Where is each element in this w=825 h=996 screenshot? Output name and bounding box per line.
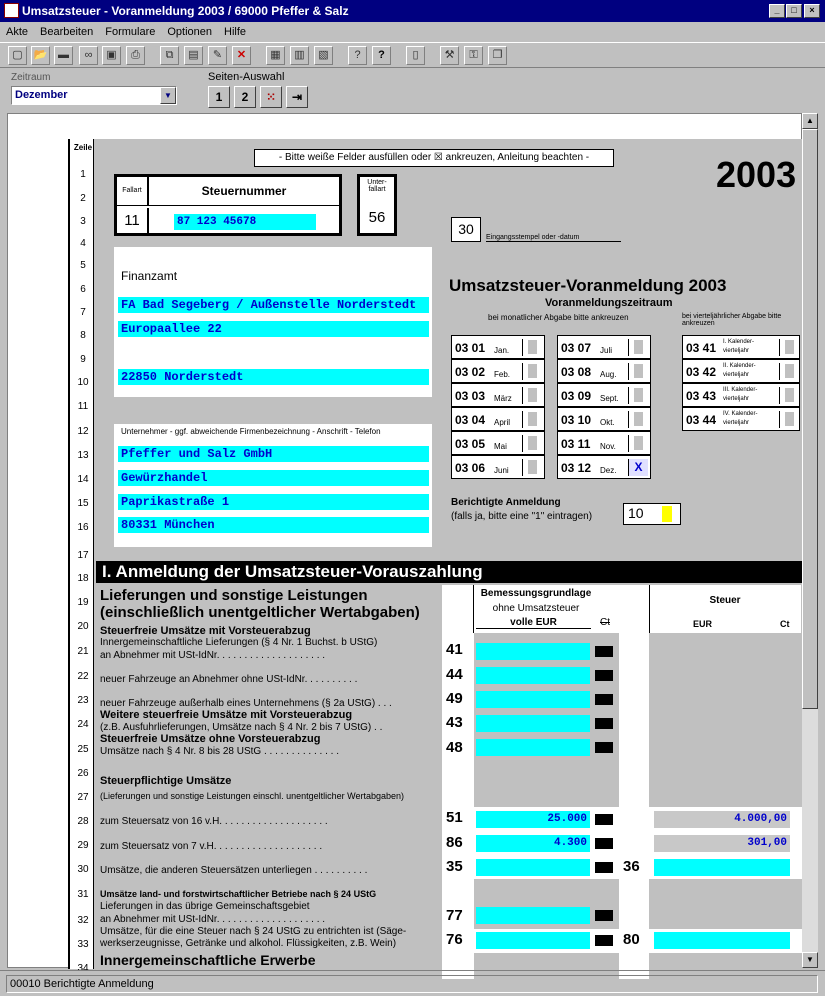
ct-76 (595, 935, 613, 946)
seiten-auswahl-label: Seiten-Auswahl (208, 71, 285, 83)
zeile-number: 20 (77, 621, 89, 632)
field-76[interactable] (476, 932, 590, 949)
field-86[interactable]: 4.300 (476, 835, 590, 852)
month-cell (557, 335, 651, 359)
code-51: 51 (446, 809, 463, 826)
window-icon[interactable]: ▯ (406, 46, 425, 65)
code-column-2 (619, 585, 649, 979)
month-cell (451, 359, 545, 383)
new-icon[interactable]: ▢ (8, 46, 27, 65)
row22-text: neuer Fahrzeuge an Abnehmer ohne USt-IdNr. . . . . . . . . . (100, 674, 358, 685)
quarter-code: 03 42 (686, 365, 717, 379)
month-name: Okt. (600, 418, 615, 427)
month-cell (557, 359, 651, 383)
zeile-number: 3 (80, 216, 86, 227)
zeile-number: 12 (77, 426, 89, 437)
field-43[interactable] (476, 715, 590, 732)
zeile-number: 1 (80, 169, 86, 180)
zeitraum-label: Zeitraum (11, 72, 51, 83)
row21-text: an Abnehmer mit USt-IdNr. . . . . . . . . . . . . . . . . . . . (100, 650, 326, 661)
code-35: 35 (446, 858, 463, 875)
zeile-number: 4 (80, 238, 86, 249)
row21a-text: Innergemeinschaftliche Lieferungen (§ 4 Nr. 1 Buchst. b UStG) (100, 637, 378, 648)
month-name: Aug. (600, 370, 617, 379)
stpfl-title: Steuerpflichtige Umsätze (100, 775, 232, 787)
finanzamt-line1[interactable]: FA Bad Segeberg / Außenstelle Norderstedt (118, 297, 429, 313)
copy-icon[interactable]: ⧉ (160, 46, 179, 65)
chevron-down-icon[interactable]: ▼ (160, 87, 176, 104)
app-icon (4, 3, 19, 18)
zeile-number: 28 (77, 816, 89, 827)
binoculars-icon[interactable]: ∞ (79, 46, 98, 65)
ct-51 (595, 814, 613, 825)
code-86: 86 (446, 834, 463, 851)
save-icon[interactable]: ▣ (102, 46, 121, 65)
field-35[interactable] (476, 859, 590, 876)
berichtigt-label: Berichtigte Anmeldung (451, 497, 561, 508)
zeile-number: 27 (77, 792, 89, 803)
month-code: 03 06 (455, 461, 486, 475)
quarter-code: 03 43 (686, 389, 717, 403)
help-icon[interactable]: ? (372, 46, 391, 65)
quarter-name: IV. Kalender-vierteljahr (723, 411, 758, 426)
row25-text: Umsätze nach § 4 Nr. 8 bis 28 UStG . . . . . . . . . . . . . . (100, 746, 339, 757)
quarter-cell (682, 335, 800, 359)
berichtigt-code: 10 (628, 505, 644, 521)
fallart-value[interactable]: 11 (117, 208, 149, 234)
zeile-number: 17 (77, 550, 89, 561)
quarter-checkbox[interactable] (779, 363, 799, 380)
steuer-eur-label: EUR (693, 619, 713, 629)
steuer-header (649, 585, 801, 633)
row25-heading: Steuerfreie Umsätze ohne Vorsteuerabzug (100, 733, 321, 745)
zeile-number: 23 (77, 695, 89, 706)
bem-label: Bemessungsgrundlage (480, 588, 592, 599)
quarter-cell (682, 383, 800, 407)
row32-text: an Abnehmer mit USt-IdNr. . . . . . . . . . . . . . . . . . . . (100, 914, 326, 925)
zeitraum-title: Voranmeldungszeitraum (545, 297, 673, 309)
close-button[interactable]: × (804, 4, 820, 18)
status-text: 00010 Berichtigte Anmeldung (6, 975, 818, 993)
unternehmer-line4[interactable]: 80331 München (118, 517, 429, 533)
scroll-up-button[interactable]: ▲ (802, 113, 818, 129)
field-44[interactable] (476, 667, 590, 684)
lief-title: Lieferungen und sonstige Leistungen (100, 587, 368, 604)
month-name: Mai (494, 442, 507, 451)
code-44: 44 (446, 666, 463, 683)
month-name: Sept. (600, 394, 619, 403)
month-checkbox[interactable] (522, 411, 542, 428)
row32a-text: Lieferungen in das übrige Gemeinschaftsgebiet (100, 901, 310, 912)
eingang-code: 30 (451, 217, 481, 242)
zeile-header: Zeile (73, 143, 93, 152)
scroll-down-button[interactable]: ▼ (802, 952, 818, 968)
zeile-number: 13 (77, 450, 89, 461)
month-name: Juni (494, 466, 509, 475)
ct-44 (595, 670, 613, 681)
field-41[interactable] (476, 643, 590, 660)
delete-icon[interactable]: ✕ (232, 46, 251, 65)
field-51[interactable]: 25.000 (476, 811, 590, 828)
quarter-checkbox[interactable] (779, 339, 799, 356)
open-folder-icon[interactable]: 📂 (31, 46, 50, 65)
month-checkbox[interactable] (522, 339, 542, 356)
menu-formulare[interactable]: Formulare (105, 26, 156, 38)
hint-banner: - Bitte weiße Felder ausfüllen oder ☒ ankreuzen, Anleitung beachten - (254, 149, 614, 167)
steuer-36[interactable] (654, 859, 790, 876)
window-title: Umsatzsteuer - Voranmeldung 2003 / 69000 Pfeffer & Salz (0, 0, 825, 22)
unterfallart-label: Unter-fallart (367, 179, 387, 193)
month-checkbox[interactable] (628, 435, 648, 452)
ct-35 (595, 862, 613, 873)
month-cell (451, 335, 545, 359)
ct-43 (595, 718, 613, 729)
section-header: I. Anmeldung der Umsatzsteuer-Vorauszahlung (96, 561, 803, 583)
zeile-number: 9 (80, 354, 86, 365)
menu-bar (0, 22, 825, 42)
code-49: 49 (446, 690, 463, 707)
unternehmer-line1[interactable]: Pfeffer und Salz GmbH (118, 446, 429, 462)
ct-48 (595, 742, 613, 753)
paste-icon[interactable]: ▤ (184, 46, 203, 65)
unterfallart-value[interactable]: 56 (368, 209, 386, 226)
notes-icon[interactable]: ▧ (314, 46, 333, 65)
page-1-button[interactable]: 1 (208, 86, 230, 108)
zeile-number: 26 (77, 768, 89, 779)
steuer-label: Steuer (709, 595, 741, 606)
code-41: 41 (446, 641, 463, 658)
ct-86 (595, 838, 613, 849)
form-sheet (68, 139, 803, 979)
berichtigt-hint: (falls ja, bitte eine "1" eintragen) (451, 511, 593, 522)
zeile-number: 11 (77, 401, 89, 412)
quarter-code: 03 41 (686, 341, 717, 355)
scroll-thumb[interactable] (802, 129, 818, 709)
form-title: Umsatzsteuer-Voranmeldung 2003 (449, 276, 727, 295)
code-36: 36 (623, 858, 640, 875)
row31-heading: Umsätze land- und forstwirtschaftlicher Betriebe nach § 24 UStG (100, 889, 377, 899)
month-name: Juli (600, 346, 613, 355)
steuer-51: 4.000,00 (654, 811, 790, 828)
quarter-name: III. Kalender-vierteljahr (723, 387, 758, 402)
folder-icon[interactable]: ▬ (54, 46, 73, 65)
code-77: 77 (446, 907, 463, 924)
field-49[interactable] (476, 691, 590, 708)
quarter-checkbox[interactable] (779, 387, 799, 404)
zeile-number: 18 (77, 573, 89, 584)
month-code: 03 05 (455, 437, 486, 451)
berichtigt-field[interactable] (662, 506, 672, 522)
month-cell (557, 431, 651, 455)
finanzamt-line2[interactable]: Europaallee 22 (118, 321, 429, 337)
unternehmer-line2[interactable]: Gewürzhandel (118, 470, 429, 486)
field-48[interactable] (476, 739, 590, 756)
context-help-icon[interactable]: ? (348, 46, 367, 65)
month-code: 03 01 (455, 341, 486, 355)
code-76: 76 (446, 931, 463, 948)
quarter-name: II. Kalender-vierteljahr (723, 363, 756, 378)
bem-sub: ohne Umsatzsteuer (492, 603, 580, 614)
zeile-number: 33 (77, 939, 89, 950)
tools-icon[interactable]: ⚒ (440, 46, 459, 65)
zeile-number: 24 (77, 719, 89, 730)
steuer-ct-label: Ct (780, 619, 790, 629)
zeile-number: 30 (77, 864, 89, 875)
zeile-number: 5 (80, 260, 86, 271)
quarter-name: I. Kalender-vierteljahr (723, 339, 755, 354)
quarter-checkbox[interactable] (779, 411, 799, 428)
zeile-number: 8 (80, 330, 86, 341)
row29-text: zum Steuersatz von 7 v.H. . . . . . . . . . . . . . . . . . . . (100, 841, 323, 852)
month-cell (451, 383, 545, 407)
menu-bearbeiten[interactable]: Bearbeiten (40, 26, 94, 38)
menu-akte[interactable]: Akte (6, 26, 29, 38)
toolbar (0, 42, 825, 68)
finanzamt-label: Finanzamt (121, 269, 178, 283)
monthly-label: bei monatlicher Abgabe bitte ankreuzen (488, 313, 629, 322)
code-80: 80 (623, 931, 640, 948)
zeile-number: 6 (80, 284, 86, 295)
field-77[interactable] (476, 907, 590, 924)
code-48: 48 (446, 739, 463, 756)
month-checkbox[interactable] (628, 411, 648, 428)
month-checkbox[interactable]: X (628, 459, 648, 476)
month-code: 03 10 (561, 413, 592, 427)
month-checkbox[interactable] (628, 339, 648, 356)
ct-41 (595, 646, 613, 657)
month-checkbox[interactable] (522, 363, 542, 380)
month-checkbox[interactable] (522, 459, 542, 476)
edit-icon[interactable]: ✎ (208, 46, 227, 65)
zeile-number: 21 (77, 646, 89, 657)
form-canvas (7, 113, 802, 974)
zeile-column (68, 139, 94, 974)
month-code: 03 12 (561, 461, 592, 475)
zeile-number: 32 (77, 915, 89, 926)
lief-sub: (einschließlich unentgeltlicher Wertabgaben) (100, 604, 420, 621)
row33a-text: Umsätze, für die eine Steuer nach § 24 UStG zu entrichten ist (Säge- (100, 926, 407, 937)
zeile-number: 19 (77, 597, 89, 608)
month-name: Nov. (600, 442, 616, 451)
month-code: 03 07 (561, 341, 592, 355)
minimize-button[interactable]: _ (769, 4, 785, 18)
finanzamt-line3[interactable]: 22850 Norderstedt (118, 369, 429, 385)
month-code: 03 11 (561, 437, 591, 451)
row24-text: (z.B. Ausfuhrlieferungen, Umsätze nach § 4 Nr. 2 bis 7 UStG) . . (100, 722, 383, 733)
menu-hilfe[interactable]: Hilfe (224, 26, 247, 38)
month-name: Dez. (600, 466, 617, 475)
zeitraum-select[interactable]: Dezember ▼ (11, 86, 177, 105)
month-checkbox[interactable] (628, 363, 648, 380)
month-checkbox[interactable] (628, 387, 648, 404)
month-cell (557, 455, 651, 479)
zeile-number: 31 (77, 889, 89, 900)
key-icon[interactable]: ⚿ (464, 46, 483, 65)
month-cell (557, 383, 651, 407)
exit-icon[interactable]: ⇥ (286, 86, 308, 108)
month-cell (557, 407, 651, 431)
unternehmer-label: Unternehmer - ggf. abweichende Firmenbezeichnung - Anschrift - Telefon (121, 427, 381, 436)
row28-text: zum Steuersatz von 16 v.H. . . . . . . . . . . . . . . . . . . . (100, 816, 328, 827)
month-cell (451, 407, 545, 431)
month-checkbox[interactable] (522, 387, 542, 404)
zeile-number: 16 (77, 522, 89, 533)
ct-77 (595, 910, 613, 921)
code-43: 43 (446, 714, 463, 731)
status-bar (0, 970, 825, 996)
zeile-number: 10 (77, 377, 89, 388)
quarter-code: 03 44 (686, 413, 717, 427)
print-icon[interactable]: ⎙ (126, 46, 145, 65)
year-label: 2003 (716, 154, 797, 195)
month-cell (451, 455, 545, 479)
month-name: Feb. (494, 370, 511, 379)
month-code: 03 02 (455, 365, 486, 379)
volle-eur-label: volle EUR (476, 617, 591, 629)
pages-icon[interactable]: ❐ (488, 46, 507, 65)
row30-text: Umsätze, die anderen Steuersätzen unterliegen . . . . . . . . . . (100, 865, 368, 876)
month-code: 03 04 (455, 413, 486, 427)
unternehmer-line3[interactable]: Paprikastraße 1 (118, 494, 429, 510)
maximize-button[interactable]: □ (786, 4, 802, 18)
zeile-number: 29 (77, 840, 89, 851)
zeile-number: 2 (80, 193, 86, 204)
fallart-label: Fallart (117, 177, 149, 206)
row23-text: neuer Fahrzeuge außerhalb eines Unternehmens (§ 2a UStG) . . . (100, 698, 392, 709)
zeile-number: 7 (80, 307, 86, 318)
month-code: 03 03 (455, 389, 486, 403)
dice-icon[interactable]: ⁙ (260, 86, 282, 108)
month-code: 03 08 (561, 365, 592, 379)
quarter-cell (682, 407, 800, 431)
row24-heading: Weitere steuerfreie Umsätze mit Vorsteuerabzug (100, 709, 353, 721)
menu-optionen[interactable]: Optionen (167, 26, 213, 38)
month-name: April (494, 418, 511, 427)
steuernummer-label: Steuernummer (149, 177, 339, 206)
zeile-number: 15 (77, 498, 89, 509)
steuer-86: 301,00 (654, 835, 790, 852)
steuer-80[interactable] (654, 932, 790, 949)
page-2-button[interactable]: 2 (234, 86, 256, 108)
zeile-number: 25 (77, 744, 89, 755)
stpfl-sub: (Lieferungen und sonstige Leistungen einschl. unentgeltlicher Wertabgaben) (100, 791, 405, 801)
zeile-number: 34 (77, 963, 89, 974)
month-cell (451, 431, 545, 455)
book-icon[interactable]: ▥ (290, 46, 309, 65)
zeile-number: 22 (77, 671, 89, 682)
row20-heading: Steuerfreie Umsätze mit Vorsteuerabzug (100, 625, 311, 637)
ct-49 (595, 694, 613, 705)
month-checkbox[interactable] (522, 435, 542, 452)
steuernummer-field[interactable]: 87 123 45678 (174, 214, 316, 230)
quarter-cell (682, 359, 800, 383)
month-name: Jan. (494, 346, 510, 355)
zeile-number: 14 (77, 474, 89, 485)
eingang-label: Eingangsstempel oder -datum (486, 234, 621, 242)
row33-text: werkserzeugnisse, Getränke und alkohol. Flüssigkeiten, z.B. Wein) (100, 938, 397, 949)
ct-label: Ct (600, 617, 610, 628)
quarterly-label: bei vierteljährlicher Abgabe bitte ankreuzen (682, 313, 782, 327)
month-name: März (494, 394, 512, 403)
calc-icon[interactable]: ▦ (266, 46, 285, 65)
month-code: 03 09 (561, 389, 592, 403)
row34-heading: Innergemeinschaftliche Erwerbe (100, 952, 316, 968)
